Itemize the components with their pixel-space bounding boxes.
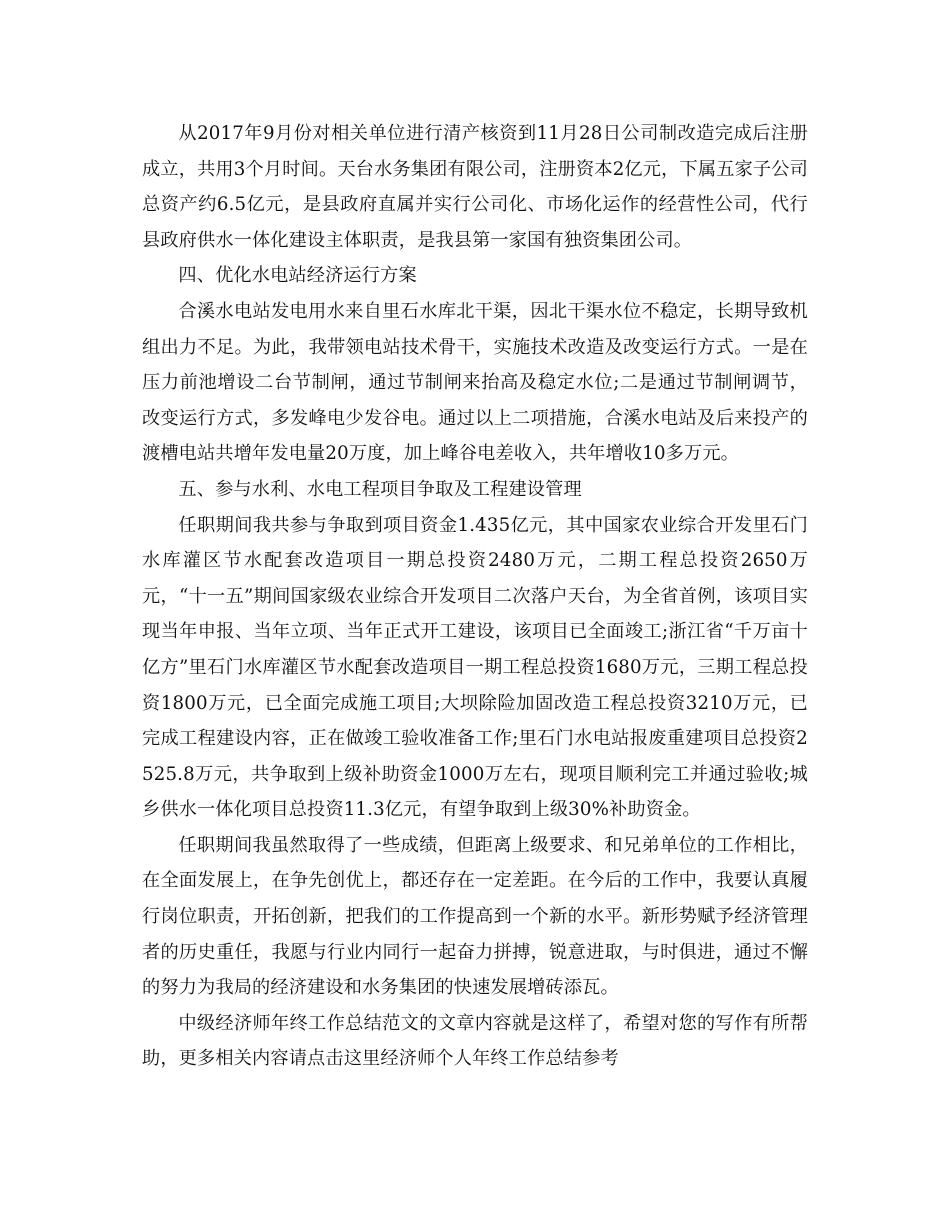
section-heading-4: 四、优化水电站经济运行方案 (178, 265, 417, 287)
paragraph-hydropower: 合溪水电站发电用水来自里石水库北干渠，因北干渠水位不稳定，长期导致机组出力不足。为此，我带领电站技术骨干，实施技术改造及改变运行方式。一是在压力前池增设二台节制闸，通过节制闸来抬高及稳定水位;二是通过节制闸调节，改变运行方式，多发峰电少发谷电。通过以上二项措施，合溪水电站及后来投产的渡槽电站共增年发电量20万度，加上峰谷电差收入，共年增收10多万元。 (142, 300, 808, 465)
document-body (142, 116, 808, 1077)
paragraph-closing: 中级经济师年终工作总结范文的文章内容就是这样了，希望对您的写作有所帮助，更多相关内容请点击这里经济师个人年终工作总结参考 (142, 1012, 808, 1070)
paragraph-intro: 从2017年9月份对相关单位进行清产核资到11月28日公司制改造完成后注册成立，共用3个月时间。天台水务集团有限公司，注册资本2亿元，下属五家子公司总资产约6.5亿元，是县政府直属并实行公司化、市场化运作的经营性公司，代行县政府供水一体化建设主体职责，是我县第一家国有独资集团公司。 (142, 123, 808, 251)
section-heading-5: 五、参与水利、水电工程项目争取及工程建设管理 (178, 478, 582, 500)
paragraph-projects: 任职期间我共参与争取到项目资金1.435亿元，其中国家农业综合开发里石门水库灌区节水配套改造项目一期总投资2480万元，二期工程总投资2650万元，“十一五”期间国家级农业综合开发项目二次落户天台，为全省首例，该项目实现当年申报、当年立项、当年正式开工建设，该项目已全面竣工;浙江省“千万亩十亿方”里石门水库灌区节水配套改造项目一期工程总投资1680万元，三期工程总投资1800万元，已全面完成施工项目;大坝除险加固改造工程总投资3210万元，已完成工程建设内容，正在做竣工验收准备工作;里石门水电站报废重建项目总投资2525.8万元，共争取到上级补助资金1000万左右，现项目顺利完工并通过验收;城乡供水一体化项目总投资11.3亿元，有望争取到上级30%补助资金。 (142, 514, 808, 821)
paragraph-summary: 任职期间我虽然取得了一些成绩，但距离上级要求、和兄弟单位的工作相比，在全面发展上，在争先创优上，都还存在一定差距。在今后的工作中，我要认真履行岗位职责，开拓创新，把我们的工作提高到一个新的水平。新形势赋予经济管理者的历史重任，我愿与行业内同行一起奋力拼搏，锐意进取，与时俱进，通过不懈的努力为我局的经济建设和水务集团的快速发展增砖添瓦。 (142, 834, 808, 999)
